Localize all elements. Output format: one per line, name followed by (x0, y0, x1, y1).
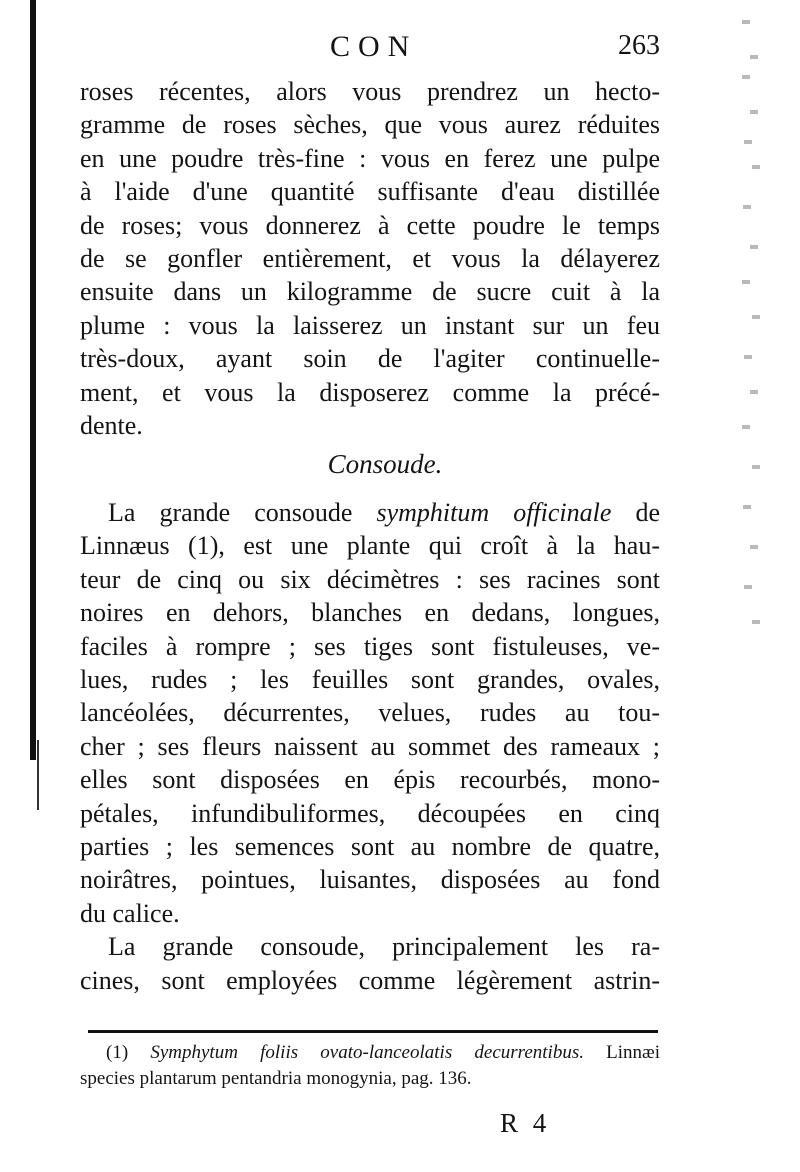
text-run: La grande consoude (108, 497, 377, 527)
text-line: de roses; vous donnerez à cette poudre le temps (80, 210, 660, 240)
text-line: roses récentes, alors vous prendrez un hecto- (80, 77, 660, 106)
text-line: lancéolées, décurrentes, velues, rudes au tou- (80, 698, 660, 728)
text-line (80, 496, 660, 529)
margin-scan-specks (740, 15, 770, 635)
footnote-author: Linnæi (583, 1042, 660, 1063)
text-line: à l'aide d'une quantité suffisante d'eau distillée (80, 177, 660, 207)
text-line: faciles à rompre ; ses tiges sont fistuleuses, ve- (80, 631, 660, 661)
text-line: teur de cinq ou six décimètres : ses racines sont (80, 564, 660, 594)
text-line: gramme de roses sèches, que vous aurez réduites (80, 110, 660, 140)
text-line: plume : vous la laisserez un instant sur un feu (80, 310, 660, 340)
text-line: La grande consoude, principalement les ra- (108, 932, 660, 962)
footnote-marker: (1) (106, 1042, 151, 1063)
paragraph-consoude-uses (80, 930, 660, 997)
text-line: en une poudre très-fine : vous en ferez une pulpe (80, 143, 660, 173)
paragraph-roses-continuation (80, 75, 660, 442)
footnote (80, 1040, 660, 1092)
text-line: noires en dehors, blanches en dedans, longues, (80, 598, 660, 628)
latin-name: symphitum officinale (376, 497, 612, 527)
footnote-rule (88, 1030, 658, 1033)
footnote-latin: Symphytum foliis ovato-lanceolatis decurrentibus. (150, 1042, 584, 1063)
paragraph-consoude-description (80, 496, 660, 930)
text-line: cher ; ses fleurs naissent au sommet des rameaux ; (80, 731, 660, 761)
body-text (80, 75, 660, 997)
text-line: ment, et vous la disposerez comme la précé- (80, 377, 660, 407)
text-line: lues, rudes ; les feuilles sont grandes, ovales, (80, 664, 660, 694)
page-header (80, 30, 660, 70)
text-line: de se gonfler entièrement, et vous la délayerez (80, 244, 660, 274)
printer-signature-mark: R 4 (500, 1108, 551, 1138)
footnote-line (80, 1040, 660, 1066)
text-line: elles sont disposées en épis recourbés, mono- (80, 765, 660, 795)
text-line: noirâtres, pointues, luisantes, disposées au fond (80, 865, 660, 895)
page-number: 263 (618, 30, 660, 61)
text-line: du calice. (80, 898, 180, 928)
text-line: parties ; les semences sont au nombre de quatre, (80, 831, 660, 861)
text-line: cines, sont employées comme légèrement astrin- (80, 965, 660, 995)
footnote-line: species plantarum pentandria monogynia, pag. 136. (80, 1068, 472, 1089)
page-binding-edge-lower (37, 740, 39, 810)
running-head: CON (330, 30, 418, 63)
text-line: dente. (80, 411, 143, 441)
text-run: de (611, 497, 660, 527)
text-line: très-doux, ayant soin de l'agiter continuelle- (80, 344, 660, 374)
text-line: pétales, infundibuliformes, découpées en cinq (80, 798, 660, 828)
text-line: Linnæus (1), est une plante qui croît à la hau- (80, 531, 660, 561)
page-binding-edge (30, 0, 36, 760)
text-line: ensuite dans un kilogramme de sucre cuit à la (80, 277, 660, 307)
section-heading: Consoude. (327, 449, 443, 480)
